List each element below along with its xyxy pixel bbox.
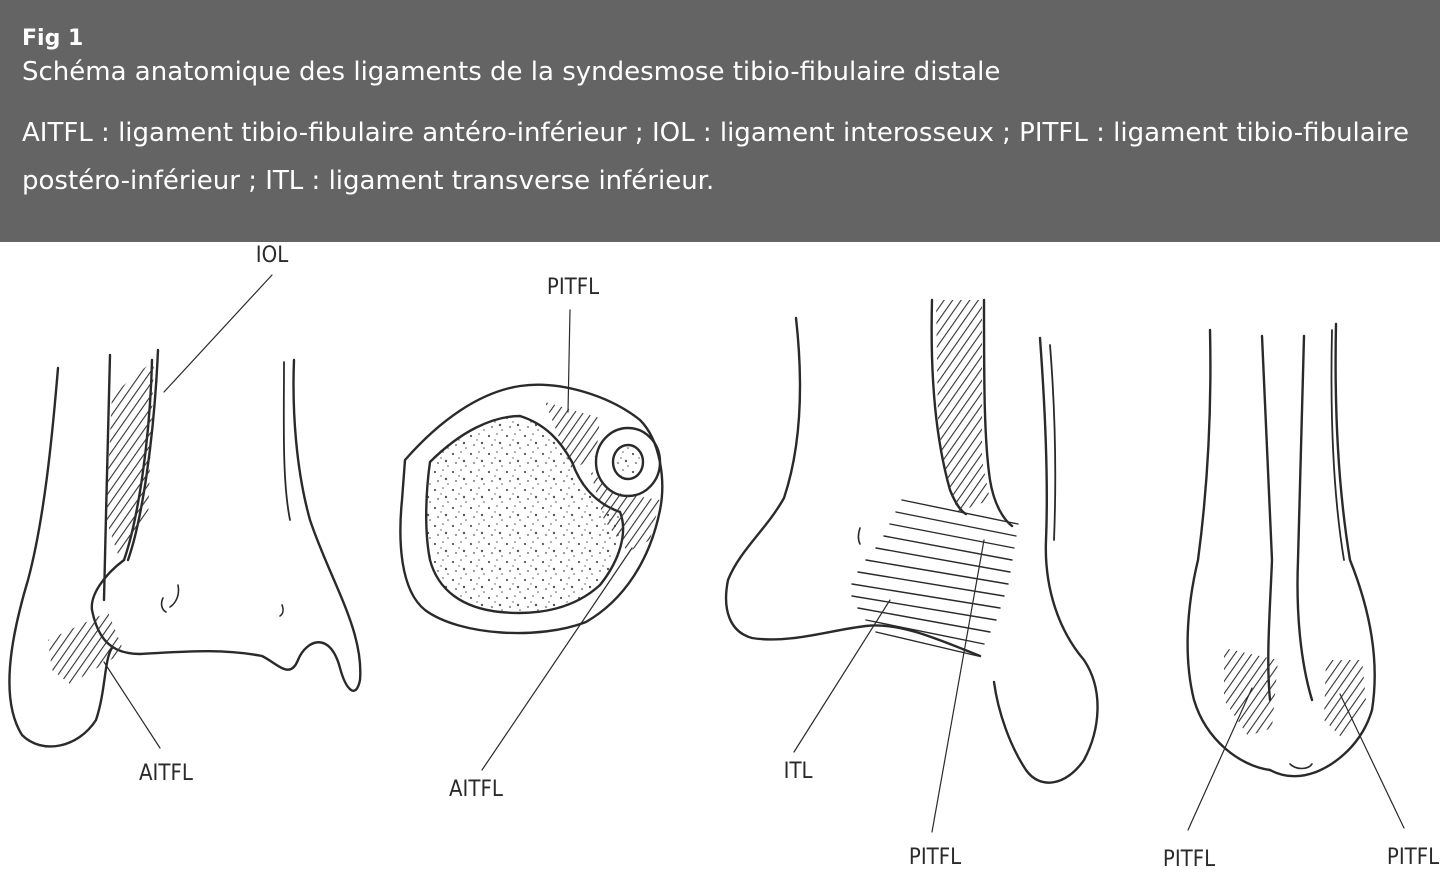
pitfl-label-lateral-left: PITFL <box>1162 846 1216 872</box>
figure-number: Fig 1 <box>22 26 84 51</box>
pitfl-label-section: PITFL <box>546 274 600 300</box>
figure-caption <box>0 0 1440 242</box>
posterior-view-drawing <box>726 300 1097 832</box>
itl-label: ITL <box>783 758 813 784</box>
pitfl-label-posterior: PITFL <box>908 844 962 870</box>
aitfl-label-anterior: AITFL <box>139 760 193 786</box>
figure-legend: AITFL : ligament tibio-fibulaire antéro-inférieur ; IOL : ligament interosseux ; PITFL : ligament tibio-fibulaire postéro-inférieur ; ITL : ligament transverse inférieur. <box>22 118 1410 196</box>
anatomical-drawings <box>0 242 1440 888</box>
pitfl-label-lateral-right: PITFL <box>1386 844 1440 870</box>
anterior-view-drawing <box>9 275 360 748</box>
lateral-view-drawing <box>1188 324 1404 830</box>
cross-section-drawing <box>400 310 662 770</box>
figure-title: Schéma anatomique des ligaments de la syndesmose tibio-fibulaire distale <box>22 57 1001 87</box>
aitfl-label-section: AITFL <box>449 776 503 802</box>
iol-label: IOL <box>255 242 289 268</box>
